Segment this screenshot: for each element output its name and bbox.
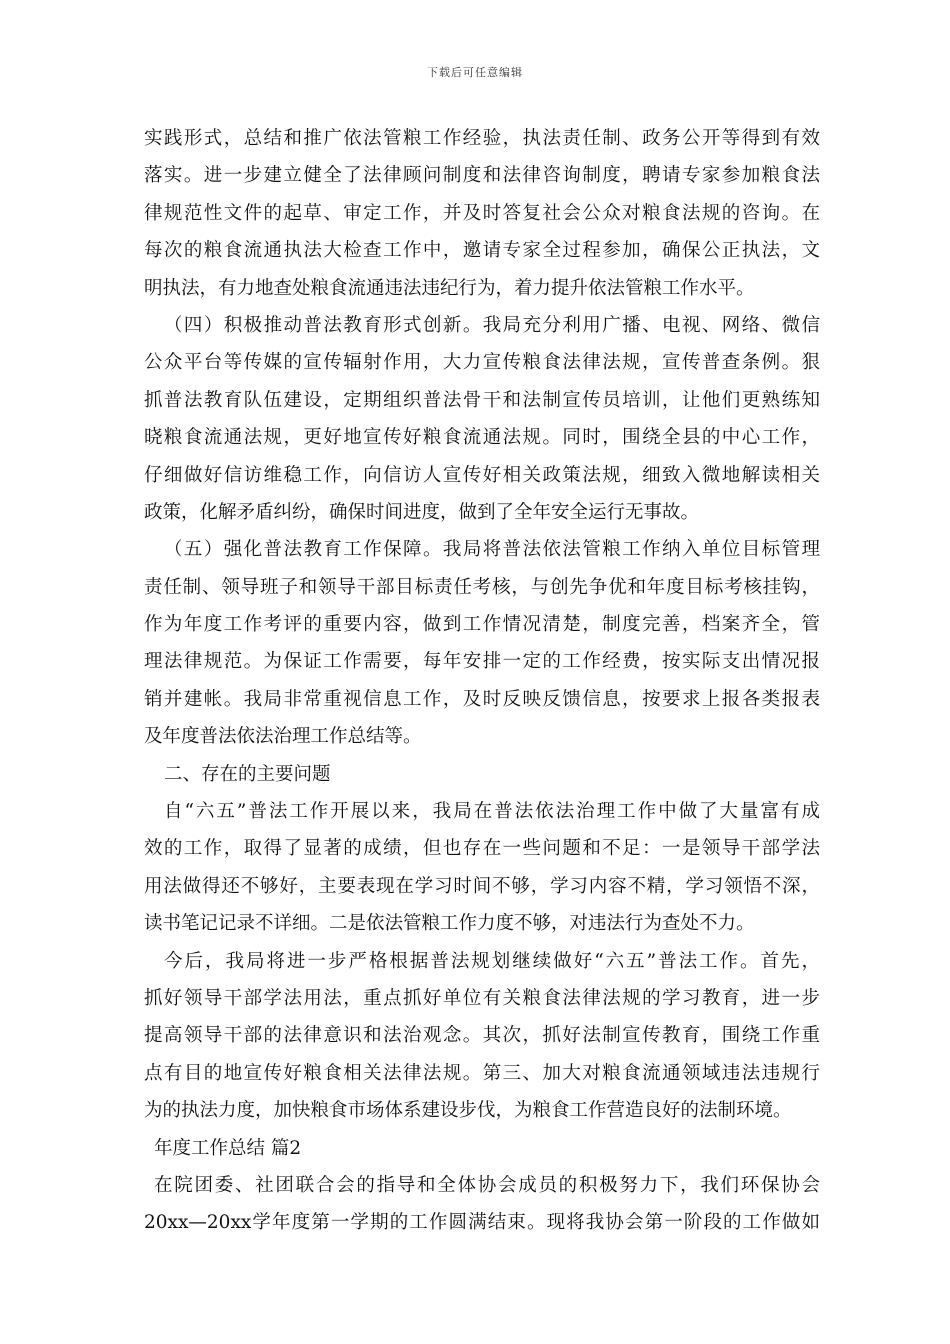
text-line: 公众平台等传媒的宣传辐射作用，大力宣传粮食法律法规，宣传普查条例。狠 — [144, 352, 820, 374]
text-line: 二、存在的主要问题 — [164, 763, 331, 785]
text-line: 仔细做好信访维稳工作，向信访人宣传好相关政策法规，细致入微地解读相关 — [144, 464, 820, 486]
text-line: 责任制、领导班子和领导干部目标责任考核，与创先争优和年度目标考核挂钩， — [144, 576, 820, 598]
text-line: 自“六五”普法工作开展以来，我局在普法依法治理工作中做了大量富有成 — [164, 801, 820, 823]
text-line: 政策，化解矛盾纠纷，确保时间进度，做到了全年安全运行无事故。 — [144, 501, 700, 523]
text-line: 在院团委、社团联合会的指导和全体协会成员的积极努力下，我们环保协会 — [154, 1174, 820, 1196]
text-line: 销并建帐。我局非常重视信息工作，及时反映反馈信息，按要求上报各类报表 — [144, 688, 820, 710]
text-line: 点有目的地宣传好粮食相关法律法规。第三、加大对粮食流通领域违法违规行 — [144, 1062, 820, 1084]
text-line: 提高领导干部的法律意识和法治观念。其次，抓好法制宣传教育，围绕工作重 — [144, 1025, 820, 1047]
text-line: （五）强化普法教育工作保障。我局将普法依法管粮工作纳入单位目标管理 — [164, 539, 820, 561]
text-line: 律规范性文件的起草、审定工作，并及时答复社会公众对粮食法规的咨询。在 — [144, 202, 820, 224]
text-line: 为的执法力度，加快粮食市场体系建设步伐，为粮食工作营造良好的法制环境。 — [144, 1100, 792, 1122]
text-line: 晓粮食流通法规，更好地宣传好粮食流通法规。同时，围绕全县的中心工作， — [144, 427, 820, 449]
page-header-note: 下载后可任意编辑 — [427, 66, 523, 79]
text-line: 抓好领导干部学法用法，重点抓好单位有关粮食法律法规的学习教育，进一步 — [144, 987, 820, 1009]
text-line: 每次的粮食流通执法大检查工作中，邀请专家全过程参加，确保公正执法，文 — [144, 240, 820, 262]
text-line: 理法律规范。为保证工作需要，每年安排一定的工作经费，按实际支出情况报 — [144, 651, 820, 673]
document-body — [144, 120, 820, 1242]
text-line: 抓普法教育队伍建设，定期组织普法骨干和法制宣传员培训，让他们更熟练知 — [144, 389, 820, 411]
text-line: 效的工作，取得了显著的成绩，但也存在一些问题和不足：一是领导干部学法 — [144, 838, 820, 860]
text-line: 明执法，有力地查处粮食流通违法违纪行为，着力提升依法管粮工作水平。 — [144, 277, 755, 299]
text-line: 读书笔记记录不详细。二是依法管粮工作力度不够，对违法行为查处不力。 — [144, 913, 755, 935]
text-line: 年度工作总结 篇2 — [154, 1137, 302, 1159]
text-line: 及年度普法依法治理工作总结等。 — [144, 726, 422, 748]
text-line: 今后，我局将进一步严格根据普法规划继续做好“六五”普法工作。首先， — [164, 950, 820, 972]
text-line: 落实。进一步建立健全了法律顾问制度和法律咨询制度，聘请专家参加粮食法 — [144, 165, 820, 187]
text-line: 作为年度工作考评的重要内容，做到工作情况清楚，制度完善，档案齐全，管 — [144, 614, 820, 636]
text-line: 20xx—20xx学年度第一学期的工作圆满结束。现将我协会第一阶段的工作做如 — [144, 1212, 820, 1234]
text-line: （四）积极推动普法教育形式创新。我局充分利用广播、电视、网络、微信 — [164, 314, 820, 336]
text-line: 用法做得还不够好，主要表现在学习时间不够，学习内容不精，学习领悟不深， — [144, 875, 820, 897]
text-line: 实践形式，总结和推广依法管粮工作经验，执法责任制、政务公开等得到有效 — [144, 128, 820, 149]
